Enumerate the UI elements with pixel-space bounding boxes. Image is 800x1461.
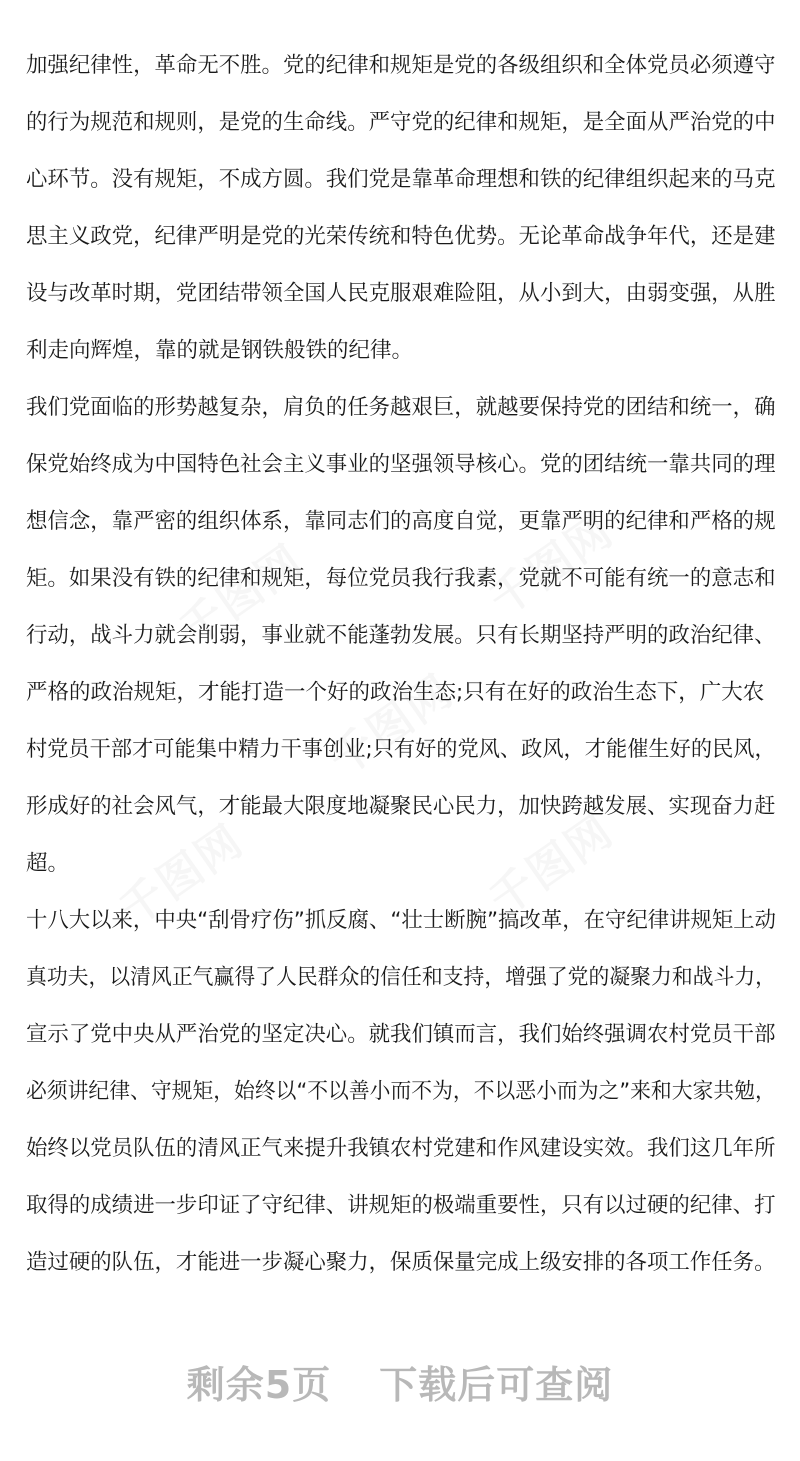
- text-line: 始终以党员队伍的清风正气来提升我镇农村党建和作风建设实效。我们这几年所: [26, 1136, 776, 1161]
- text-line: 想信念，靠严密的组织体系，靠同志们的高度自觉，更靠严明的纪律和严格的规: [26, 509, 776, 534]
- text-line: 宣示了党中央从严治党的坚定决心。就我们镇而言，我们始终强调农村党员干部: [26, 1022, 776, 1047]
- text-line: 超。: [26, 851, 70, 876]
- text-line: 利走向辉煌，靠的就是钢铁般铁的纪律。: [26, 338, 414, 363]
- watermark: 千图网: [320, 665, 463, 787]
- text-line: 的行为规范和规则，是党的生命线。严守党的纪律和规矩，是全面从严治党的中: [26, 110, 776, 135]
- text-line: 保党始终成为中国特色社会主义事业的坚强领导核心。党的团结统一靠共同的理: [26, 452, 776, 477]
- text-line: 村党员干部才可能集中精力干事创业;只有好的党风、政风，才能催生好的民风，: [26, 737, 776, 762]
- text-line: 设与改革时期，党团结带领全国人民克服艰难险阻，从小到大，由弱变强，从胜: [26, 281, 776, 306]
- watermark: 千图网: [480, 505, 623, 627]
- text-line: 严格的政治规矩，才能打造一个好的政治生态;只有在好的政治生态下，广大农: [26, 680, 765, 705]
- watermark: 千图网: [480, 805, 623, 927]
- watermark: 千图网: [170, 535, 313, 657]
- text-line: 真功夫，以清风正气赢得了人民群众的信任和支持，增强了党的凝聚力和战斗力，: [26, 965, 777, 990]
- text-line: 形成好的社会风气，才能最大限度地凝聚民心民力，加快跨越发展、实现奋力赶: [26, 794, 776, 819]
- watermark: 千图网: [110, 815, 253, 937]
- text-line: 十八大以来，中央“刮骨疗伤”抓反腐、“壮士断腕”搞改革，在守纪律讲规矩上动: [26, 908, 777, 933]
- text-line: 心环节。没有规矩，不成方圆。我们党是靠革命理想和铁的纪律组织起来的马克: [26, 167, 776, 192]
- text-line: 取得的成绩进一步印证了守纪律、讲规矩的极端重要性，只有以过硬的纪律、打: [26, 1193, 776, 1218]
- download-prompt[interactable]: [0, 1358, 800, 1412]
- text-line: 思主义政党，纪律严明是党的光荣传统和特色优势。无论革命战争年代，还是建: [26, 224, 776, 249]
- text-line: 造过硬的队伍，才能进一步凝心聚力，保质保量完成上级安排的各项工作任务。: [26, 1250, 776, 1275]
- remaining-pages-label: 剩余5页: [186, 1363, 332, 1407]
- text-line: 我们党面临的形势越复杂，肩负的任务越艰巨，就越要保持党的团结和统一，确: [26, 395, 776, 420]
- text-line: 必须讲纪律、守规矩，始终以“不以善小而不为，不以恶小而为之”来和大家共勉，: [26, 1079, 776, 1104]
- text-line: 矩。如果没有铁的纪律和规矩，每位党员我行我素，党就不可能有统一的意志和: [26, 566, 776, 591]
- text-line: 加强纪律性，革命无不胜。党的纪律和规矩是党的各级组织和全体党员必须遵守: [26, 53, 776, 78]
- text-line: 行动，战斗力就会削弱，事业就不能蓬勃发展。只有长期坚持严明的政治纪律、: [26, 623, 776, 648]
- download-to-view-label: 下载后可查阅: [379, 1363, 614, 1407]
